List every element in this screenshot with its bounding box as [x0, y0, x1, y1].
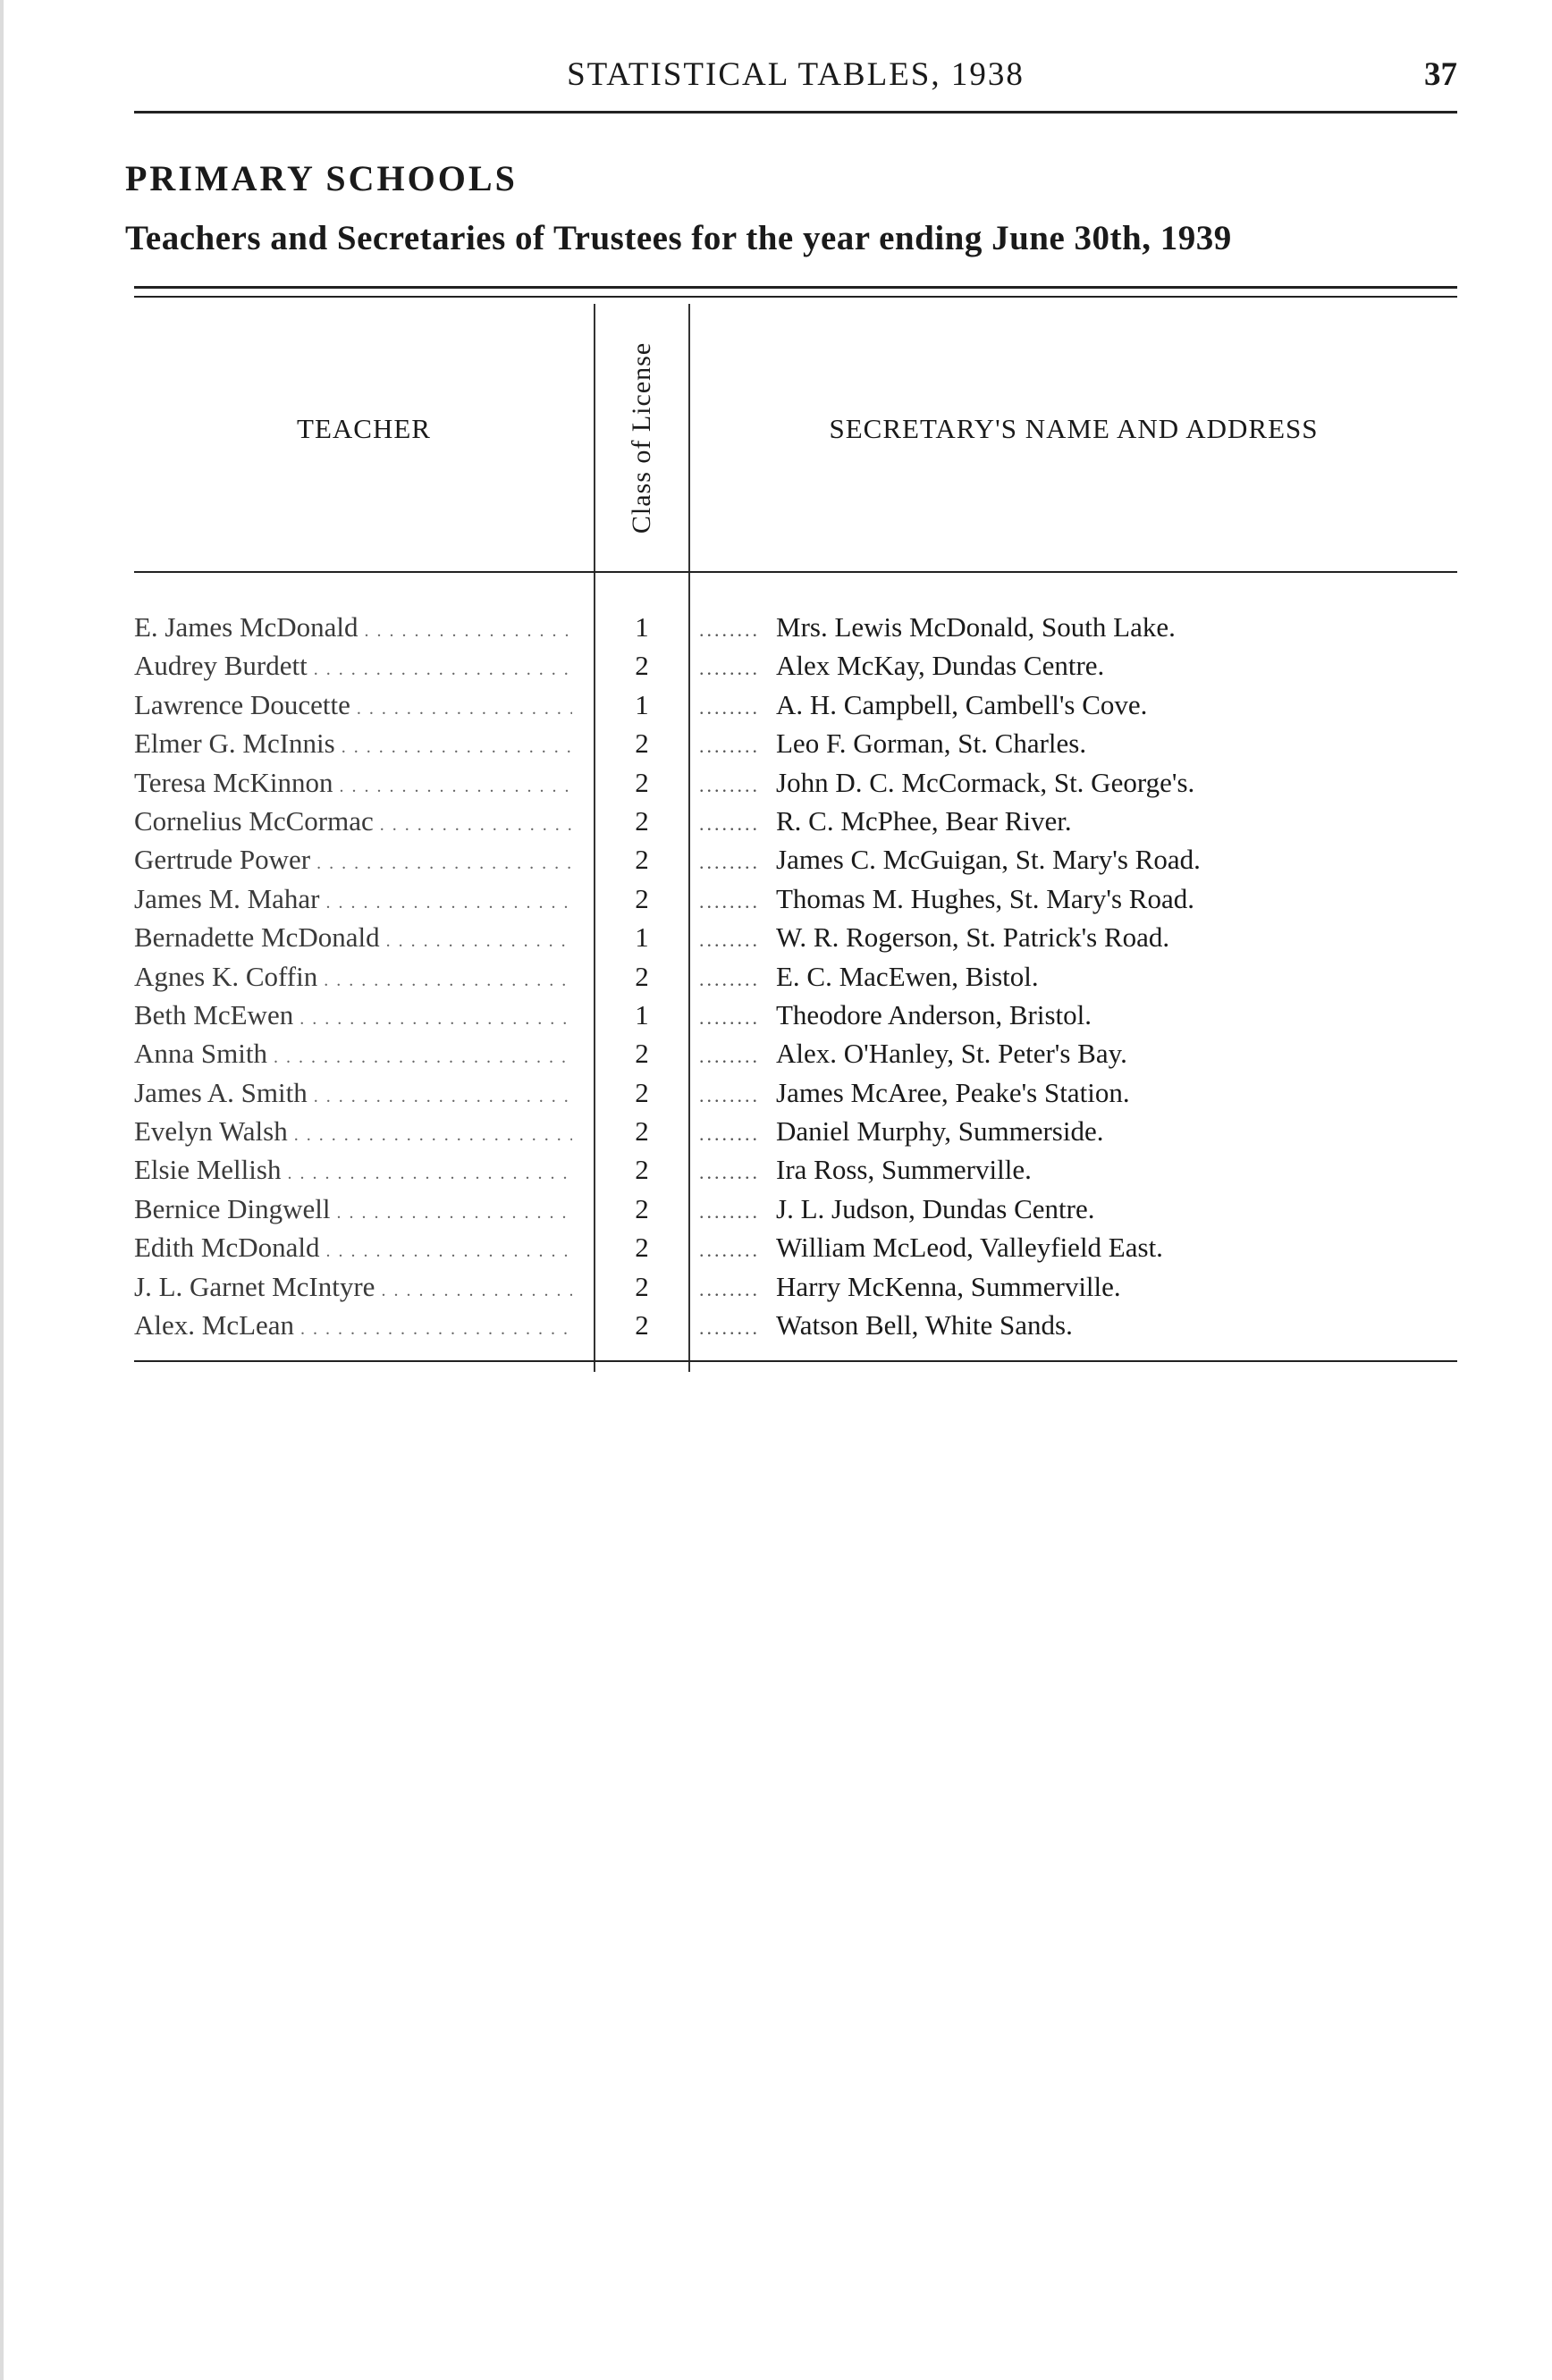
license-class: 2 — [635, 766, 649, 798]
page-number: 37 — [1424, 56, 1457, 93]
column-header-class-cell — [595, 304, 688, 572]
dot-leader: ........ — [699, 851, 760, 874]
dot-leader: ........ — [699, 1161, 760, 1184]
secretary-name-address: Watson Bell, White Sands. — [776, 1309, 1073, 1341]
secretary-name-address: William McLeod, Valleyfield East. — [776, 1232, 1163, 1264]
secretary-cell — [699, 1228, 1457, 1269]
table-top-rule-inner — [134, 296, 1457, 298]
secretary-cell — [699, 879, 1457, 921]
license-class: 2 — [635, 1038, 649, 1070]
secretary-name-address: John D. C. McCormack, St. George's. — [776, 766, 1195, 798]
license-class: 2 — [635, 882, 649, 914]
teacher-name: E. James McDonald . . . — [134, 608, 572, 651]
license-class: 1 — [635, 688, 649, 720]
secretary-name-address: J. L. Judson, Dundas Centre. — [776, 1192, 1095, 1224]
teacher-name: Lawrence Doucette . . . — [134, 685, 572, 728]
teacher-name: James A. Smith . . . — [134, 1073, 572, 1116]
table-bottom-rule — [134, 1360, 1457, 1362]
secretary-name-address: E. C. MacEwen, Bistol. — [776, 960, 1039, 992]
teacher-name: Anna Smith . . . — [134, 1034, 572, 1077]
column-header-secretary: SECRETARY'S NAME AND ADDRESS — [829, 413, 1319, 444]
table-top-rule — [134, 286, 1457, 289]
secretary-name-address: Mrs. Lewis McDonald, South Lake. — [776, 611, 1176, 643]
secretary-cell — [699, 802, 1457, 843]
running-head — [134, 55, 1457, 98]
secretary-cell — [699, 1112, 1457, 1153]
secretary-name-address: W. R. Rogerson, St. Patrick's Road. — [776, 921, 1170, 954]
dot-leader: ........ — [699, 929, 760, 952]
table-row — [134, 1306, 1457, 1344]
table-row — [134, 1228, 1457, 1266]
table-row — [134, 763, 1457, 802]
secretary-cell — [699, 763, 1457, 804]
table-row — [134, 1150, 1457, 1189]
license-class: 1 — [635, 921, 649, 954]
page-edge — [0, 0, 4, 2380]
dot-leader: ........ — [699, 1316, 760, 1340]
table-row — [134, 957, 1457, 996]
license-class: 2 — [635, 960, 649, 992]
top-rule — [134, 111, 1457, 114]
teacher-name: J. L. Garnet McIntyre . . . — [134, 1267, 572, 1310]
table-row — [134, 1112, 1457, 1150]
license-class: 2 — [635, 1309, 649, 1341]
secretary-cell — [699, 724, 1457, 765]
dot-leader: ........ — [699, 1239, 760, 1262]
table-row — [134, 685, 1457, 724]
table-row — [134, 918, 1457, 956]
secretary-name-address: Alex McKay, Dundas Centre. — [776, 650, 1105, 682]
section-subheading: Teachers and Secretaries of Trustees for the year ending June 30th, 1939 — [125, 219, 1232, 257]
teacher-name: Bernadette McDonald . . . — [134, 918, 572, 961]
secretary-name-address: R. C. McPhee, Bear River. — [776, 804, 1072, 837]
teacher-name: Elmer G. McInnis . . . — [134, 724, 572, 767]
table-row — [134, 1267, 1457, 1306]
license-class: 2 — [635, 1270, 649, 1302]
secretary-cell — [699, 996, 1457, 1037]
table-row — [134, 608, 1457, 646]
license-class: 2 — [635, 1154, 649, 1186]
teacher-name: Gertrude Power . . . — [134, 840, 572, 883]
dot-leader: ........ — [699, 1277, 760, 1300]
secretary-name-address: James C. McGuigan, St. Mary's Road. — [776, 844, 1201, 876]
license-class: 2 — [635, 727, 649, 760]
teacher-name: James M. Mahar . . . — [134, 879, 572, 922]
teacher-name: Cornelius McCormac . . . — [134, 802, 572, 845]
dot-leader: ........ — [699, 812, 760, 835]
secretary-name-address: Thomas M. Hughes, St. Mary's Road. — [776, 882, 1194, 914]
dot-leader: ........ — [699, 1083, 760, 1106]
secretary-name-address: Harry McKenna, Summerville. — [776, 1270, 1121, 1302]
teacher-name: Evelyn Walsh . . . — [134, 1112, 572, 1155]
secretary-name-address: James McAree, Peake's Station. — [776, 1076, 1130, 1108]
secretary-name-address: Daniel Murphy, Summerside. — [776, 1115, 1104, 1148]
license-class: 2 — [635, 1192, 649, 1224]
secretary-name-address: Ira Ross, Summerville. — [776, 1154, 1032, 1186]
teacher-name: Beth McEwen . . . — [134, 996, 572, 1039]
dot-leader: ........ — [699, 618, 760, 641]
secretary-name-address: A. H. Campbell, Cambell's Cove. — [776, 688, 1148, 720]
secretary-name-address: Theodore Anderson, Bristol. — [776, 998, 1092, 1030]
dot-leader: ........ — [699, 657, 760, 680]
license-class: 2 — [635, 650, 649, 682]
table-row — [134, 1034, 1457, 1072]
license-class: 2 — [635, 1115, 649, 1148]
dot-leader: ........ — [699, 889, 760, 912]
secretary-cell — [699, 1034, 1457, 1075]
dot-leader: ........ — [699, 1005, 760, 1029]
teacher-name: Agnes K. Coffin . . . — [134, 957, 572, 1000]
teacher-name: Audrey Burdett . . . — [134, 646, 572, 689]
section-heading: PRIMARY SCHOOLS — [125, 158, 518, 198]
teacher-name: Elsie Mellish . . . — [134, 1150, 572, 1193]
dot-leader: ........ — [699, 735, 760, 758]
dot-leader: ........ — [699, 1123, 760, 1146]
header-rule — [134, 571, 1457, 573]
dot-leader: ........ — [699, 773, 760, 796]
secretary-name-address: Leo F. Gorman, St. Charles. — [776, 727, 1087, 760]
column-header-teacher: TEACHER — [297, 413, 431, 444]
secretary-name-address: Alex. O'Hanley, St. Peter's Bay. — [776, 1038, 1127, 1070]
teacher-name: Alex. McLean . . . — [134, 1306, 572, 1349]
dot-leader: ........ — [699, 967, 760, 990]
dot-leader: ........ — [699, 1045, 760, 1068]
secretary-cell — [699, 1306, 1457, 1347]
secretary-cell — [699, 685, 1457, 727]
table-row — [134, 646, 1457, 685]
license-class: 2 — [635, 1076, 649, 1108]
secretary-cell — [699, 608, 1457, 649]
column-header-class: Class of License — [627, 341, 656, 534]
secretary-cell — [699, 1150, 1457, 1191]
secretary-cell — [699, 918, 1457, 959]
license-class: 1 — [635, 998, 649, 1030]
dot-leader: ........ — [699, 695, 760, 719]
license-class: 1 — [635, 611, 649, 643]
license-class: 2 — [635, 804, 649, 837]
table-row — [134, 840, 1457, 879]
table-row — [134, 1190, 1457, 1228]
teacher-name: Bernice Dingwell . . . — [134, 1190, 572, 1232]
table-row — [134, 879, 1457, 918]
secretary-cell — [699, 957, 1457, 998]
secretary-cell — [699, 1190, 1457, 1231]
table-body — [134, 608, 1457, 1344]
teacher-name: Teresa McKinnon . . . — [134, 763, 572, 806]
table-row — [134, 996, 1457, 1034]
secretary-cell — [699, 840, 1457, 881]
secretary-cell — [699, 1073, 1457, 1114]
secretary-cell — [699, 646, 1457, 687]
teacher-name: Edith McDonald . . . — [134, 1228, 572, 1271]
license-class: 2 — [635, 1232, 649, 1264]
table-row — [134, 1073, 1457, 1112]
table-row — [134, 802, 1457, 840]
secretary-cell — [699, 1267, 1457, 1308]
table-row — [134, 724, 1457, 762]
dot-leader: ........ — [699, 1199, 760, 1223]
license-class: 2 — [635, 844, 649, 876]
running-title: STATISTICAL TABLES, 1938 — [567, 56, 1025, 93]
